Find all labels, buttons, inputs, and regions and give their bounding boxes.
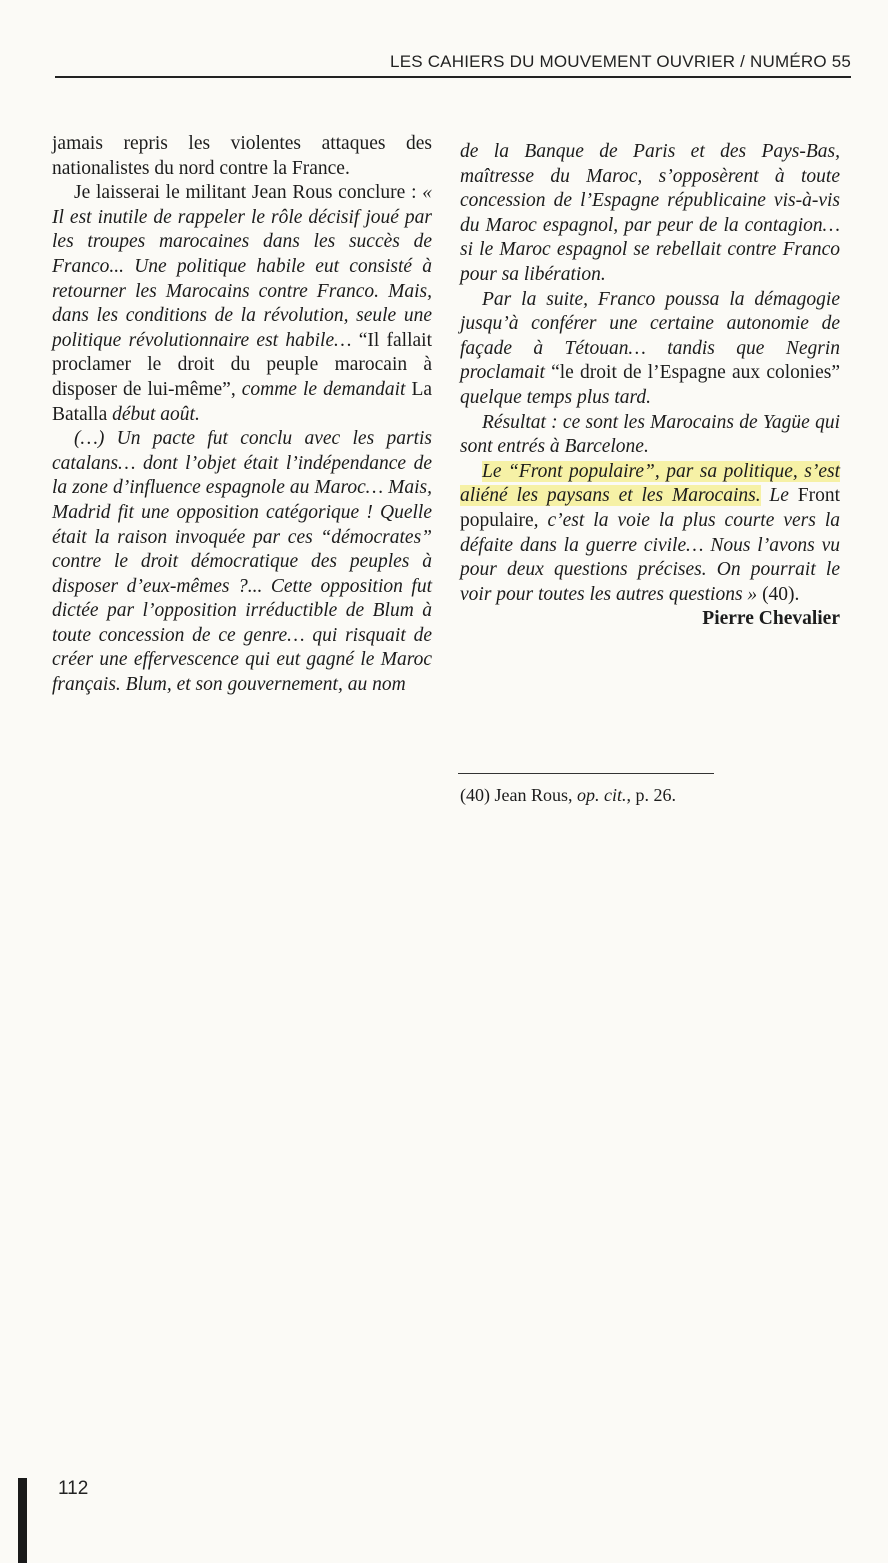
footnote-rule	[458, 773, 714, 774]
conclusion-text-a: Le	[760, 485, 798, 507]
footnote-reference: (40).	[762, 583, 800, 605]
footnote-prefix: (40) Jean Rous,	[460, 785, 577, 805]
franco-text: Par la suite, Franco poussa la démagogie jusqu’à conférer une certaine autonomie de façade à Tétouan… tandis que Negrin proclamait	[460, 288, 840, 384]
highlighted-passage: Le “Front populaire”, par sa politique, s’est aliéné les paysans et les Marocains.	[460, 460, 840, 507]
newspaper-name: La Batalla	[52, 378, 433, 425]
left-paragraph-1: jamais repris les violentes attaques des nationalistes du nord contre la France.	[52, 133, 432, 179]
running-header: LES CAHIERS DU MOUVEMENT OUVRIER / NUMÉRO 55	[390, 52, 851, 71]
left-column	[52, 132, 432, 698]
page-number: 112	[58, 1478, 89, 1499]
intro-text: Je laisserai le militant Jean Rous conclure :	[74, 182, 423, 204]
front-populaire-roman: Front populaire	[460, 485, 840, 531]
quotation-italic: « Il est inutile de rappeler le rôle décisif joué par les troupes marocaines dans les succès de Franco... Une politique habile eut consisté à retourner les Marocains contre Franco. Mais, dans les conditions de la révolution, seule une politique révolutionnaire est habile…	[52, 182, 432, 351]
header-rule	[55, 76, 851, 78]
right-column	[460, 140, 840, 632]
footnote	[460, 784, 840, 806]
author-signature: Pierre Chevalier	[702, 608, 840, 630]
franco-text-end: quelque temps plus tard.	[460, 386, 652, 408]
page-edge-bar	[18, 1478, 27, 1563]
conclusion-text-b: , c’est la voie la plus courte vers la défaite dans la guerre civile… Nous l’avons vu pour deux questions précises. On pourrait le voir pour toutes les autres questions »	[460, 509, 840, 605]
left-paragraph-2	[52, 181, 432, 427]
left-paragraph-3: (…) Un pacte fut conclu avec les partis catalans… dont l’objet était l’indépendance de la zone d’influence espagnole au Maroc… Mais, Madrid fit une opposition catégorique ! Quelle était la raison invoquée par ces “démocrates” contre le droit démocratique des peuples à disposer d’eux-mêmes ?... Cette opposition fut dictée par l’opposition irréductible de Blum à toute concession de ce genre… qui risquait de créer une effervescence qui eut gagné le Maroc français. Blum, et son gouvernement, au nom	[52, 428, 432, 696]
footnote-source: op. cit.	[576, 785, 627, 805]
right-paragraph-4	[460, 460, 840, 608]
right-paragraph-2	[460, 288, 840, 411]
quotation-roman: “Il fallait proclamer le droit du peuple marocain à disposer de lui-même”,	[52, 329, 433, 400]
quotation-italic-2: comme le demandait	[241, 378, 412, 400]
right-paragraph-3: Résultat : ce sont les Marocains de Yagüe qui sont entrés à Barcelone.	[460, 411, 840, 458]
right-paragraph-1: de la Banque de Paris et des Pays-Bas, maîtresse du Maroc, s’opposèrent à toute concession de l’Espagne républicaine vis-à-vis du Maroc espagnol, par peur de la contagion… si le Maroc espagnol se rebellait contre Franco pour sa libération.	[460, 141, 840, 285]
negrin-quote: “le droit de l’Espagne aux colonies”	[551, 362, 840, 384]
quotation-end: début août.	[112, 403, 200, 425]
footnote-suffix: , p. 26.	[626, 785, 676, 805]
